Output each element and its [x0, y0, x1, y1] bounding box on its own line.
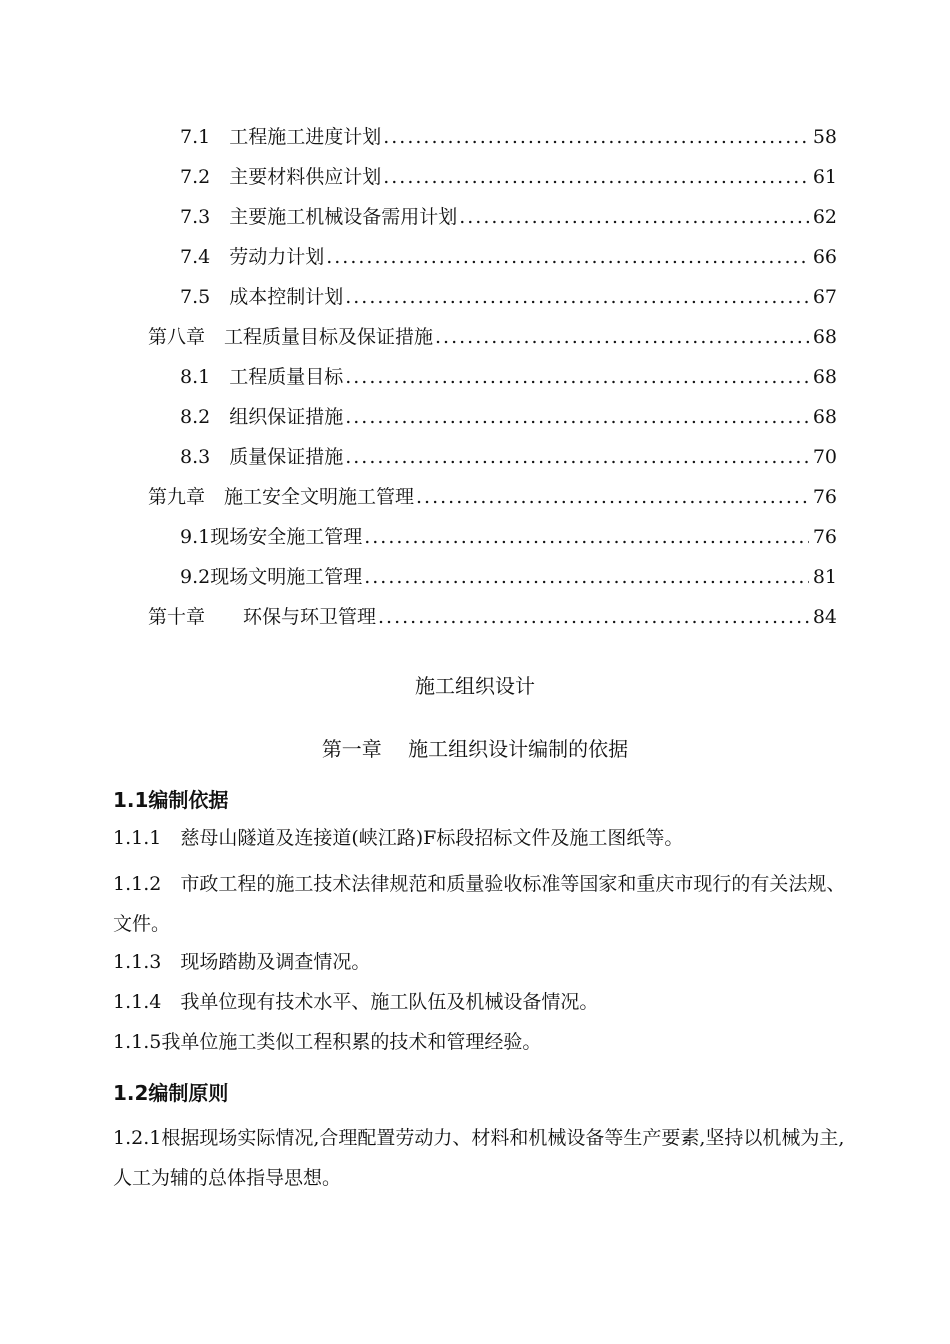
toc-entry-label: 7.4 劳动力计划	[180, 246, 325, 268]
table-of-contents	[0, 117, 950, 637]
chapter-title: 第一章 施工组织设计编制的依据	[321, 737, 629, 761]
paragraph-1-1-1: 1.1.1 慈母山隧道及连接道(峡江路)F标段招标文件及施工图纸等。	[113, 827, 684, 849]
toc-entry-label: 9.1现场安全施工管理	[180, 526, 363, 548]
toc-entry-label: 7.3 主要施工机械设备需用计划	[180, 206, 458, 228]
toc-entry[interactable]	[0, 157, 950, 197]
toc-entry-page-number: 76	[812, 526, 837, 548]
paragraph-1-1-4: 1.1.4 我单位现有技术水平、施工队伍及机械设备情况。	[113, 991, 599, 1013]
toc-entry-page-number: 76	[812, 486, 837, 508]
toc-leader-dots	[345, 437, 809, 477]
toc-leader-dots	[364, 517, 809, 557]
toc-entry-page-number: 68	[812, 406, 837, 428]
toc-entry[interactable]	[0, 317, 950, 357]
paragraph-1-2-1: 1.2.1根据现场实际情况,合理配置劳动力、材料和机械设备等生产要素,坚持以机械为主,人工为辅的总体指导思想。	[113, 1127, 845, 1189]
toc-entry-page-number: 81	[812, 566, 837, 588]
toc-entry-label: 第九章 施工安全文明施工管理	[148, 486, 415, 508]
toc-entry[interactable]	[0, 397, 950, 437]
toc-entry-page-number: 70	[812, 446, 837, 468]
toc-entry[interactable]	[0, 477, 950, 517]
toc-entry-label: 8.3 质量保证措施	[180, 446, 344, 468]
toc-entry-page-number: 68	[812, 326, 837, 348]
toc-entry-page-number: 66	[812, 246, 837, 268]
toc-entry-page-number: 62	[812, 206, 837, 228]
toc-entry[interactable]	[0, 197, 950, 237]
toc-entry[interactable]	[0, 517, 950, 557]
toc-entry[interactable]	[0, 237, 950, 277]
toc-leader-dots	[459, 197, 809, 237]
paragraph-1-1-3: 1.1.3 现场踏勘及调查情况。	[113, 951, 371, 973]
toc-entry-label: 7.5 成本控制计划	[180, 286, 344, 308]
toc-leader-dots	[383, 117, 809, 157]
toc-leader-dots	[345, 397, 809, 437]
toc-entry[interactable]	[0, 117, 950, 157]
toc-leader-dots	[364, 557, 809, 597]
toc-entry-label: 7.2 主要材料供应计划	[180, 166, 382, 188]
toc-leader-dots	[383, 157, 809, 197]
toc-entry-label: 9.2现场文明施工管理	[180, 566, 363, 588]
toc-entry-label: 第八章 工程质量目标及保证措施	[148, 326, 434, 348]
toc-leader-dots	[326, 237, 809, 277]
toc-entry-label: 8.1 工程质量目标	[180, 366, 344, 388]
toc-entry-page-number: 58	[812, 126, 837, 148]
toc-entry[interactable]	[0, 557, 950, 597]
toc-leader-dots	[416, 477, 809, 517]
toc-entry-page-number: 84	[812, 606, 837, 628]
toc-entry-label: 8.2 组织保证措施	[180, 406, 344, 428]
document-title: 施工组织设计	[415, 674, 535, 698]
toc-leader-dots	[345, 277, 809, 317]
toc-entry[interactable]	[0, 357, 950, 397]
paragraph-1-1-2: 1.1.2 市政工程的施工技术法律规范和质量验收标准等国家和重庆市现行的有关法规、文件。	[113, 873, 846, 935]
toc-leader-dots	[378, 597, 809, 637]
toc-entry[interactable]	[0, 277, 950, 317]
toc-entry-page-number: 61	[812, 166, 837, 188]
toc-entry-label: 7.1 工程施工进度计划	[180, 126, 382, 148]
toc-leader-dots	[345, 357, 809, 397]
section-heading-1-2: 1.2编制原则	[113, 1081, 229, 1105]
toc-entry-page-number: 68	[812, 366, 837, 388]
toc-entry[interactable]	[0, 597, 950, 637]
section-heading-1-1: 1.1编制依据	[113, 788, 229, 812]
toc-entry[interactable]	[0, 437, 950, 477]
toc-entry-page-number: 67	[812, 286, 837, 308]
toc-leader-dots	[435, 317, 809, 357]
toc-entry-label: 第十章 环保与环卫管理	[148, 606, 377, 628]
paragraph-1-1-5: 1.1.5我单位施工类似工程积累的技术和管理经验。	[113, 1031, 542, 1053]
